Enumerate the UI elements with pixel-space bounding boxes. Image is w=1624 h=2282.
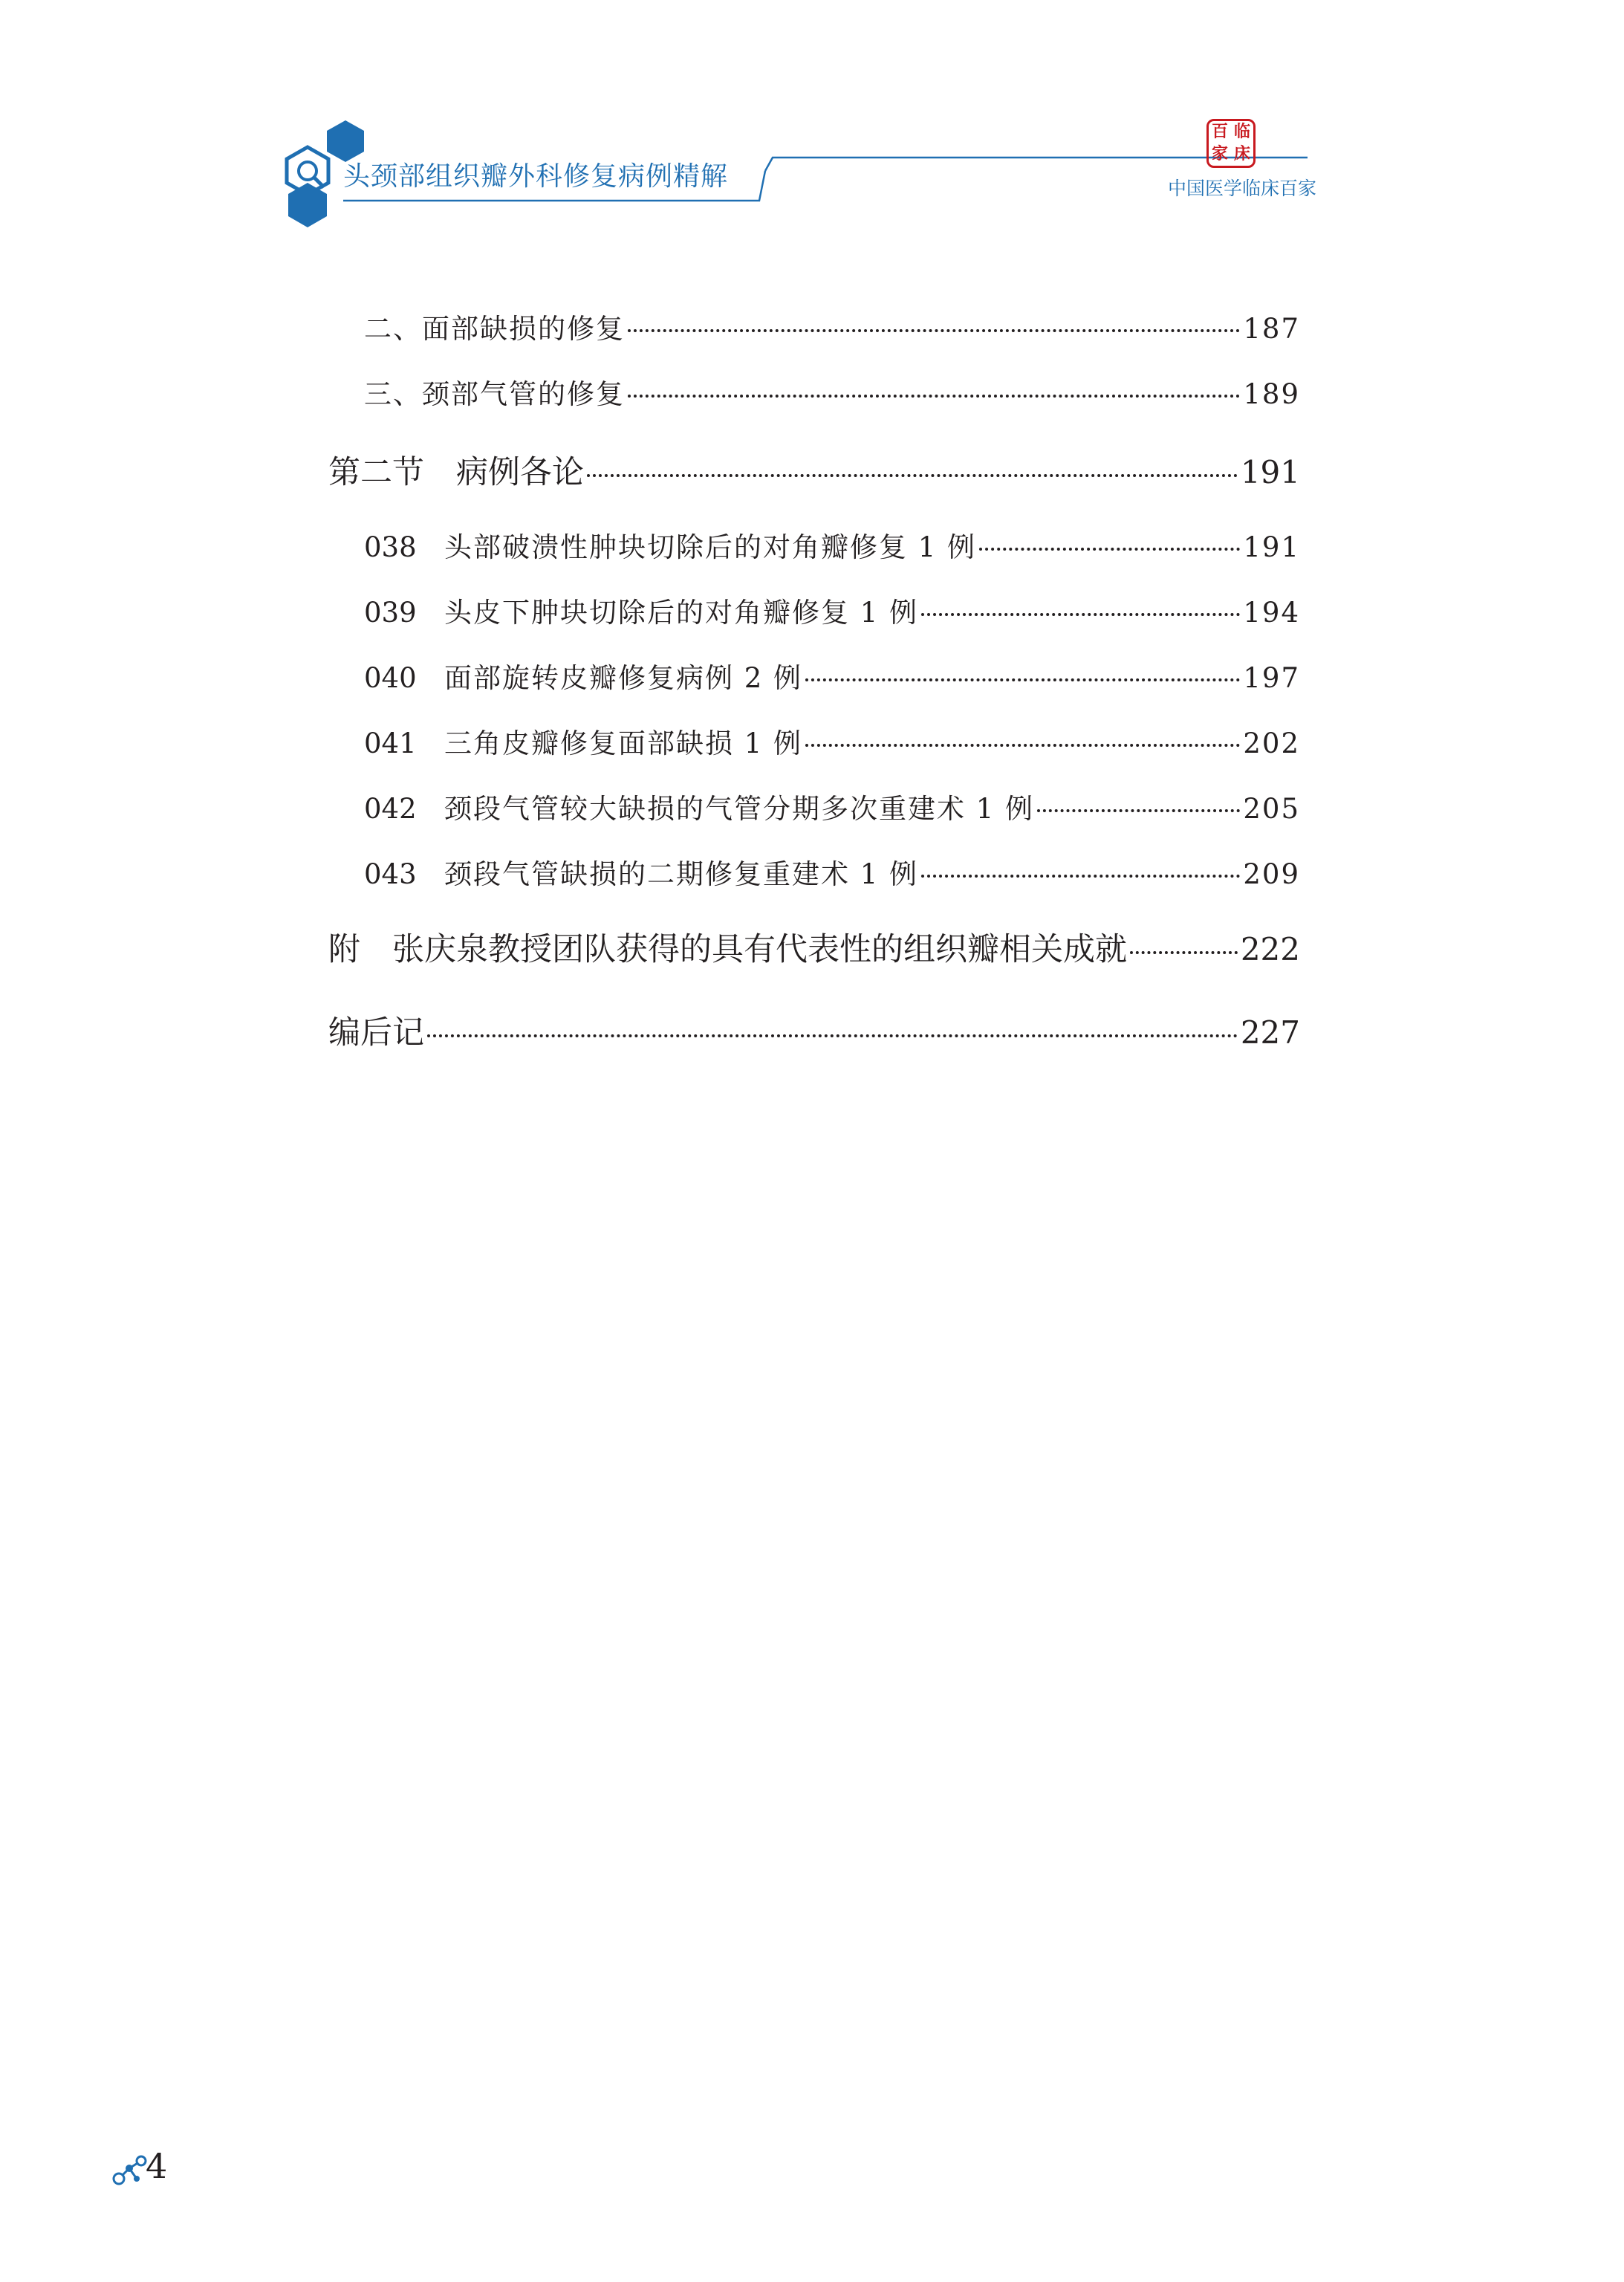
header-rule (0, 0, 1624, 238)
toc-case-entry[interactable] (364, 786, 1300, 826)
toc-appendix-entry[interactable] (328, 924, 1300, 970)
case-title: 头部破溃性肿块切除后的对角瓣修复 1 例 (444, 531, 977, 563)
dot-leader (805, 678, 1240, 681)
case-title: 头皮下肿块切除后的对角瓣修复 1 例 (444, 597, 919, 629)
series-name: 中国医学临床百家 (1167, 178, 1316, 199)
toc-entry-page: 189 (1243, 378, 1300, 410)
case-page: 194 (1243, 597, 1300, 629)
case-title: 颈段气管较大缺损的气管分期多次重建术 1 例 (444, 793, 1035, 825)
dot-leader (1130, 951, 1238, 954)
toc-section-page: 191 (1240, 454, 1300, 490)
toc-afterword-label: 编后记 (328, 1014, 424, 1051)
case-page: 197 (1243, 662, 1300, 694)
page-header (0, 0, 1624, 238)
dot-leader (1037, 809, 1240, 812)
toc-section-entry[interactable] (328, 447, 1300, 493)
case-number: 040 (364, 662, 417, 694)
toc-entry-label: 二、面部缺损的修复 (364, 313, 625, 345)
toc-case-entry[interactable] (364, 655, 1300, 696)
case-page: 209 (1243, 858, 1300, 890)
toc-entry[interactable] (364, 372, 1300, 412)
case-number: 043 (364, 858, 417, 890)
seal-char: 家 (1211, 144, 1228, 163)
case-page: 202 (1243, 727, 1300, 759)
toc-appendix-page: 222 (1240, 931, 1300, 967)
case-page: 191 (1243, 531, 1300, 563)
toc-entry-page: 187 (1243, 313, 1300, 345)
seal-char: 临 (1233, 122, 1250, 141)
dot-leader (587, 474, 1238, 477)
case-title: 颈段气管缺损的二期修复重建术 1 例 (444, 858, 919, 890)
dot-leader (427, 1034, 1238, 1037)
toc-case-entry[interactable] (364, 852, 1300, 892)
toc-afterword-entry[interactable] (328, 1008, 1300, 1053)
page-number: 4 (146, 2146, 168, 2186)
dot-leader (921, 875, 1240, 878)
toc-case-entry[interactable] (364, 525, 1300, 565)
case-number: 038 (364, 531, 417, 563)
toc-section-label: 第二节 病例各论 (328, 454, 584, 491)
toc-afterword-page: 227 (1240, 1014, 1300, 1051)
seal-icon (1206, 119, 1256, 168)
toc-case-entry[interactable] (364, 721, 1300, 761)
seal-char: 床 (1233, 144, 1250, 163)
dot-leader (979, 548, 1240, 551)
toc-entry-label: 三、颈部气管的修复 (364, 378, 625, 410)
dot-leader (628, 395, 1240, 398)
toc-appendix-label: 附 张庆泉教授团队获得的具有代表性的组织瓣相关成就 (328, 931, 1127, 968)
case-number: 039 (364, 597, 417, 629)
dot-leader (921, 613, 1240, 616)
toc-entry[interactable] (364, 306, 1300, 346)
case-title: 三角皮瓣修复面部缺损 1 例 (444, 727, 803, 759)
dot-leader (628, 329, 1240, 332)
dot-leader (805, 744, 1240, 747)
case-number: 041 (364, 727, 417, 759)
seal-char: 百 (1211, 122, 1228, 141)
molecule-icon (111, 2153, 147, 2186)
toc-case-entry[interactable] (364, 590, 1300, 630)
book-title: 头颈部组织瓣外科修复病例精解 (343, 161, 729, 192)
case-title: 面部旋转皮瓣修复病例 2 例 (444, 662, 803, 694)
case-page: 205 (1243, 793, 1300, 825)
case-number: 042 (364, 793, 417, 825)
